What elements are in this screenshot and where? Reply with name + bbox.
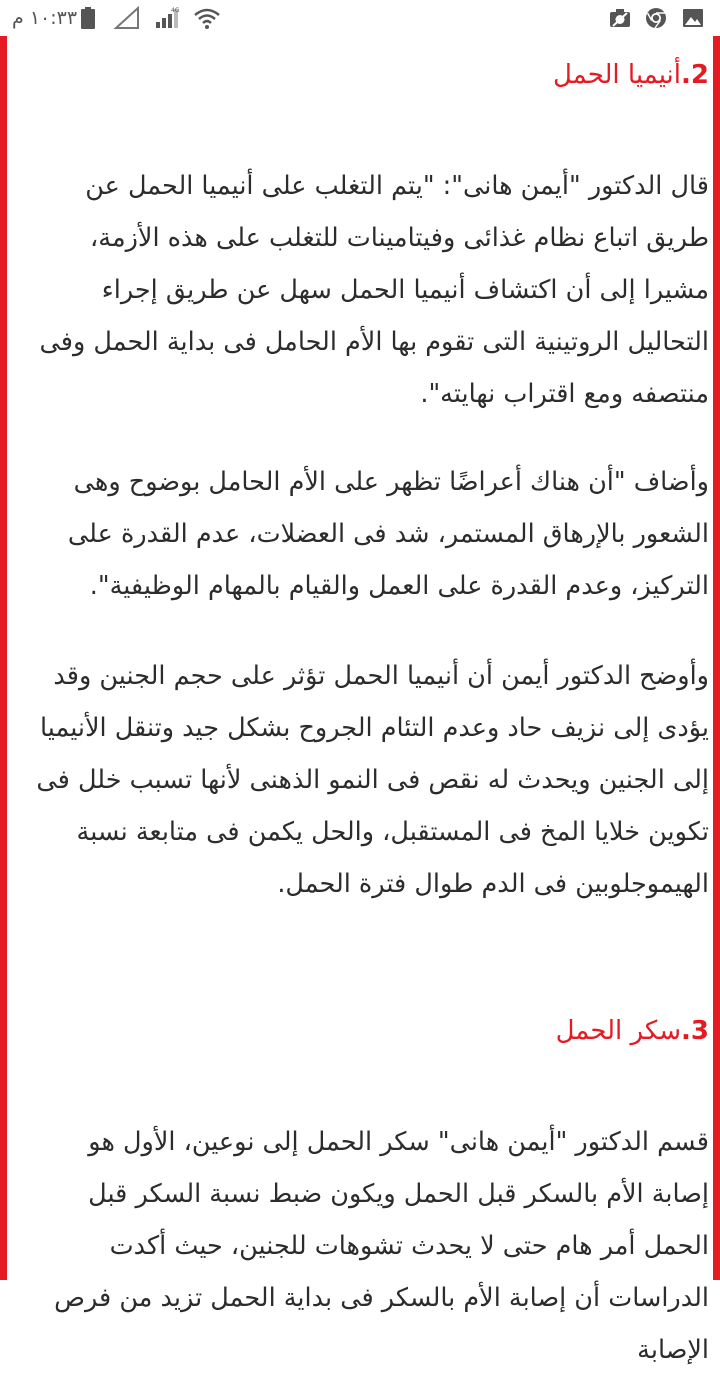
section-title: أنيميا الحمل xyxy=(552,60,682,90)
section-number: 2. xyxy=(681,60,709,90)
signal-icon xyxy=(154,6,182,30)
screenshot-icon xyxy=(608,6,632,30)
battery-icon xyxy=(80,6,96,30)
paragraph: قال الدكتور "أيمن هانى": "يتم التغلب على أنيميا الحمل عن طريق اتباع نظام غذائى وفيتامينات للتغلب على هذه الأزمة، مشيرا إلى أن اكتشاف أنيميا الحمل سهل عن طريق إجراء التحاليل الروتينية التى تقوم بها الأم الحامل فى بداية الحمل وفى منتصفه ومع اقتراب نهايته". xyxy=(39,171,709,409)
wifi-icon xyxy=(192,6,222,30)
paragraph: وأوضح الدكتور أيمن أن أنيميا الحمل تؤثر على حجم الجنين وقد يؤدى إلى نزيف حاد وعدم التئام الجروح بشكل جيد وتنقل الأنيميا إلى الجنين ويحدث له نقص فى النمو الذهنى لأنها تسبب خلل فى تكوين خلايا المخ فى المستقبل، والحل يكمن فى متابعة نسبة الهيموجلوبين فى الدم طوال فترة الحمل. xyxy=(36,661,709,899)
paragraph: قسم الدكتور "أيمن هانى" سكر الحمل إلى نوعين، الأول هو إصابة الأم بالسكر قبل الحمل ويكون ضبط نسبة السكر قبل الحمل أمر هام حتى لا يحدث تشوهات للجنين، حيث أكدت الدراسات أن إصابة الأم بالسكر فى بداية الحمل تزيد من فرص الإصابة xyxy=(54,1127,709,1365)
no-sim-icon xyxy=(114,6,140,30)
section-number: 3. xyxy=(681,1016,709,1046)
section-title: سكر الحمل xyxy=(555,1016,682,1046)
chrome-icon xyxy=(644,6,668,30)
gallery-icon xyxy=(682,6,704,30)
section-heading-anemia xyxy=(26,56,709,94)
paragraph: وأضاف "أن هناك أعراضًا تظهر على الأم الحامل بوضوح وهى الشعور بالإرهاق المستمر، شد فى العضلات، عدم القدرة على التركيز، وعدم القدرة على العمل والقيام بالمهام الوظيفية". xyxy=(67,467,709,601)
status-time: ١٠:٣٣ م xyxy=(12,7,78,29)
article-frame xyxy=(0,36,720,1365)
status-bar xyxy=(0,0,720,36)
svg-text:4G: 4G xyxy=(171,7,180,14)
section-heading-diabetes xyxy=(26,1012,709,1050)
